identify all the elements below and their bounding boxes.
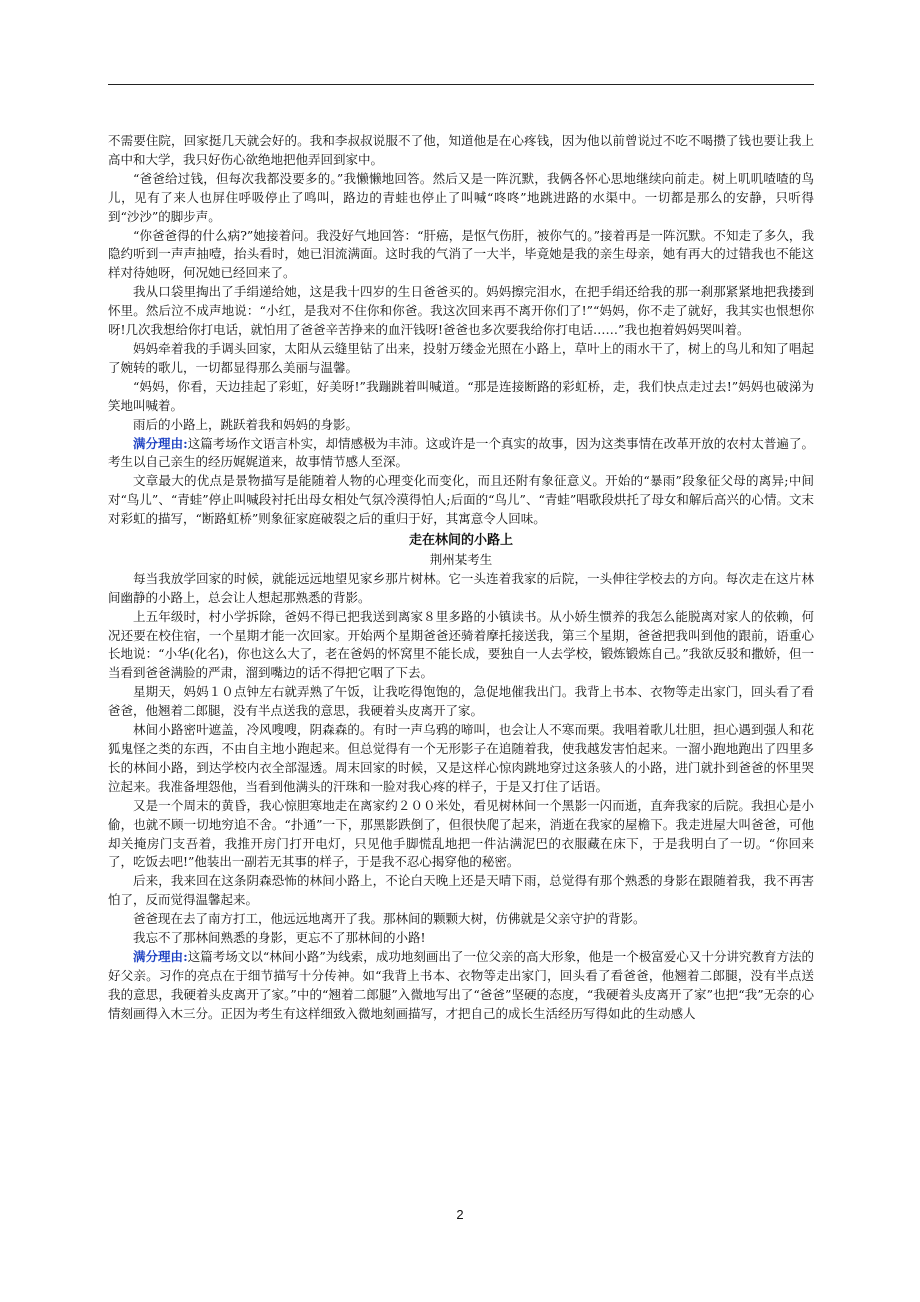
essay-title: 走在林间的小路上 — [408, 533, 513, 549]
essay1-paragraph: 妈妈牵着我的手调头回家，太阳从云缝里钻了出来，投射万缕金光照在小路上，草叶上的雨水干了，树上的鸟儿和知了唱起了婉转的歌儿，一切都显得那么美丽与温馨。 — [108, 340, 814, 375]
essay2-paragraph: 林间小路密叶遮盖，冷风嗖嗖，阴森森的。有时一声乌鸦的啼叫，也会让人不寒而栗。我唱着歌儿壮胆，担心遇到强人和花狐鬼怪之类的东西，不由自主地小跑起来。但总觉得有一个无形影子在追随着我，使我越发害怕起来。一溜小跑地跑出了四里多长的林间小路，到达学校内衣全部湿透。周末回家的时候，又是这样心惊肉跳地穿过这条骇人的小路，进门就扑到爸爸的怀里哭泣起来。我准备埋怨他，当看到他满头的汗珠和一脸对我心疼的样子，于是又打住了话语。 — [108, 722, 814, 794]
essay2-paragraph: 上五年级时，村小学拆除，爸妈不得已把我送到离家８里多路的小镇读书。从小娇生惯养的我怎么能脱离对家人的依赖，何况还要在校住宿，一个星期才能一次回家。开始两个星期爸爸还骑着摩托接送我，第三个星期，爸爸把我叫到他的跟前，语重心长地说：“小华(化名)，你也这么大了，老在爸妈的怀窝里不能长成，要独自一人去学校，锻炼锻炼自己。”我欲反驳和撒娇，但一当看到爸爸满脸的严肃，溜到嘴边的话不得把它咽了下去。 — [108, 608, 814, 681]
essay1-paragraph: 雨后的小路上，跳跃着我和妈妈的身影。 — [133, 416, 359, 432]
page-number: 2 — [456, 1207, 464, 1222]
essay2-reason — [108, 948, 814, 1024]
essay2-paragraph: 又是一个周末的黄昏，我心惊胆寒地走在离家约２００米处，看见树林间一个黑影一闪而逝，直奔我家的后院。我担心是小偷，也就不顾一切地穷追不舍。“扑通”一下，那黑影跌倒了，但很快爬了起来，消逝在我家的屋檐下。我走进屋大叫爸爸，可他却关掩房门支吾着，我推开房门打开电灯，只见他手脚慌乱地把一件沾满泥巴的衣服藏在床下，于是我明白了一切。“你回来了，吃饭去吧!”他装出一副若无其事的样子，于是我不忍心揭穿他的秘密。 — [108, 797, 814, 870]
essay1-analysis: 文章最大的优点是景物描写是能随着人物的心理变化而变化，而且还附有象征意义。开始的“暴雨”段象征父母的离异;中间对“鸟儿”、“青蛙”停止叫喊段衬托出母女相处气氛冷漠得怕人;后面的“鸟儿”、“青蛙”唱歌段烘托了母女和解后高兴的心情。文末对彩虹的描写，“断路虹桥”则象征家庭破裂之后的重归于好，其寓意令人回味。 — [108, 473, 814, 527]
essay1-paragraph: 我从口袋里掏出了手绢递给她，这是我十四岁的生日爸爸买的。妈妈擦完泪水，在把手绢还给我的那一刹那紧紧地把我搂到怀里。然后泣不成声地说：“小红，是我对不住你和你爸。我这次回来再不离开你们了!”“妈妈，你不走了就好，我其实也恨想你呀!几次我想给你打电话，就怕用了爸爸辛苦挣来的血汗钱呀!爸爸也多次要我给你打电话……”我也抱着妈妈哭叫着。 — [108, 284, 814, 338]
essay1-paragraph: “妈妈，你看，天边挂起了彩虹，好美呀!”我蹦跳着叫喊道。“那是连接断路的彩虹桥，走，我们快点走过去!”妈妈也破涕为笑地叫喊着。 — [108, 378, 814, 413]
header-rule — [108, 84, 814, 85]
reason-text: 这篇考场作文语言朴实，却情感极为丰沛。这或许是一个真实的故事，因为这类事情在改革开放的农村太普遍了。考生以自己亲生的经历娓娓道来，故事情节感人至深。 — [108, 435, 814, 470]
essay2-paragraph: 我忘不了那林间熟悉的身影，更忘不了那林间的小路! — [133, 930, 426, 946]
reason-text: 这篇考场文以“林间小路”为线索，成功地刻画出了一位父亲的高大形象，他是一个极富爱心又十分讲究教育方法的好父亲。习作的亮点在于细节描写十分传神。如“我背上书本、衣物等走出家门，回头看了看爸爸，他翘着二郎腿，没有半点送我的意思，我硬着头皮离开了家。”中的“翘着二郎腿”入微地写出了“爸爸”坚硬的态度，“我硬着头皮离开了家”也把“我”无奈的心情刻画得入木三分。正因为考生有这样细致入微地刻画描写，才把自己的成长生活经历写得如此的生动感人 — [108, 948, 814, 1021]
reason-label: 满分理由: — [133, 948, 188, 964]
essay1-reason — [108, 435, 814, 473]
essay1-paragraph: 不需要住院，回家挺几天就会好的。我和李叔叔说服不了他，知道他是在心疼钱，因为他以前曾说过不吃不喝攒了钱也要让我上高中和大学，我只好伤心欲绝地把他弄回到家中。 — [108, 133, 814, 167]
reason-label: 满分理由: — [133, 435, 188, 451]
essay1-paragraph: “爸爸给过钱，但每次我都没要多的。”我懒懒地回答。然后又是一阵沉默，我俩各怀心思地继续向前走。树上叽叽喳喳的鸟儿，见有了来人也屏住呼吸停止了鸣叫，路边的青蛙也停止了叫喊“咚咚”地跳进路的水渠中。一切都是那么的安静，只听得到“沙沙”的脚步声。 — [108, 170, 814, 224]
essay2-paragraph: 星期天，妈妈１０点钟左右就弄熟了午饭，让我吃得饱饱的，急促地催我出门。我背上书本、衣物等走出家门，回头看了看爸爸，他翘着二郎腿，没有半点送我的意思，我硬着头皮离开了家。 — [108, 684, 814, 719]
essay-author: 荆州某考生 — [429, 551, 493, 567]
essay2-paragraph: 爸爸现在去了南方打工，他远远地离开了我。那林间的颗颗大树，仿佛就是父亲守护的背影。 — [133, 911, 646, 927]
document-body — [108, 132, 814, 1024]
essay2-paragraph: 后来，我来回在这条阴森恐怖的林间小路上，不论白天晚上还是天晴下雨，总觉得有那个熟悉的身影在跟随着我，我不再害怕了，反而觉得温馨起来。 — [108, 873, 814, 908]
essay1-paragraph: “你爸爸得的什么病?”她接着问。我没好气地回答：“肝癌，是怄气伤肝，被你气的。”接着再是一阵沉默。不知走了多久，我隐约听到一声声抽噎，抬头看时，她已泪流满面。这时我的气消了一大半，毕竟她是我的亲生母亲，她有再大的过错我也不能这样对待她呀，何况她已经回来了。 — [108, 227, 814, 281]
essay2-paragraph: 每当我放学回家的时候，就能远远地望见家乡那片树林。它一头连着我家的后院，一头伸往学校去的方向。每次走在这片林间幽静的小路上，总会让人想起那熟悉的背影。 — [108, 570, 814, 605]
